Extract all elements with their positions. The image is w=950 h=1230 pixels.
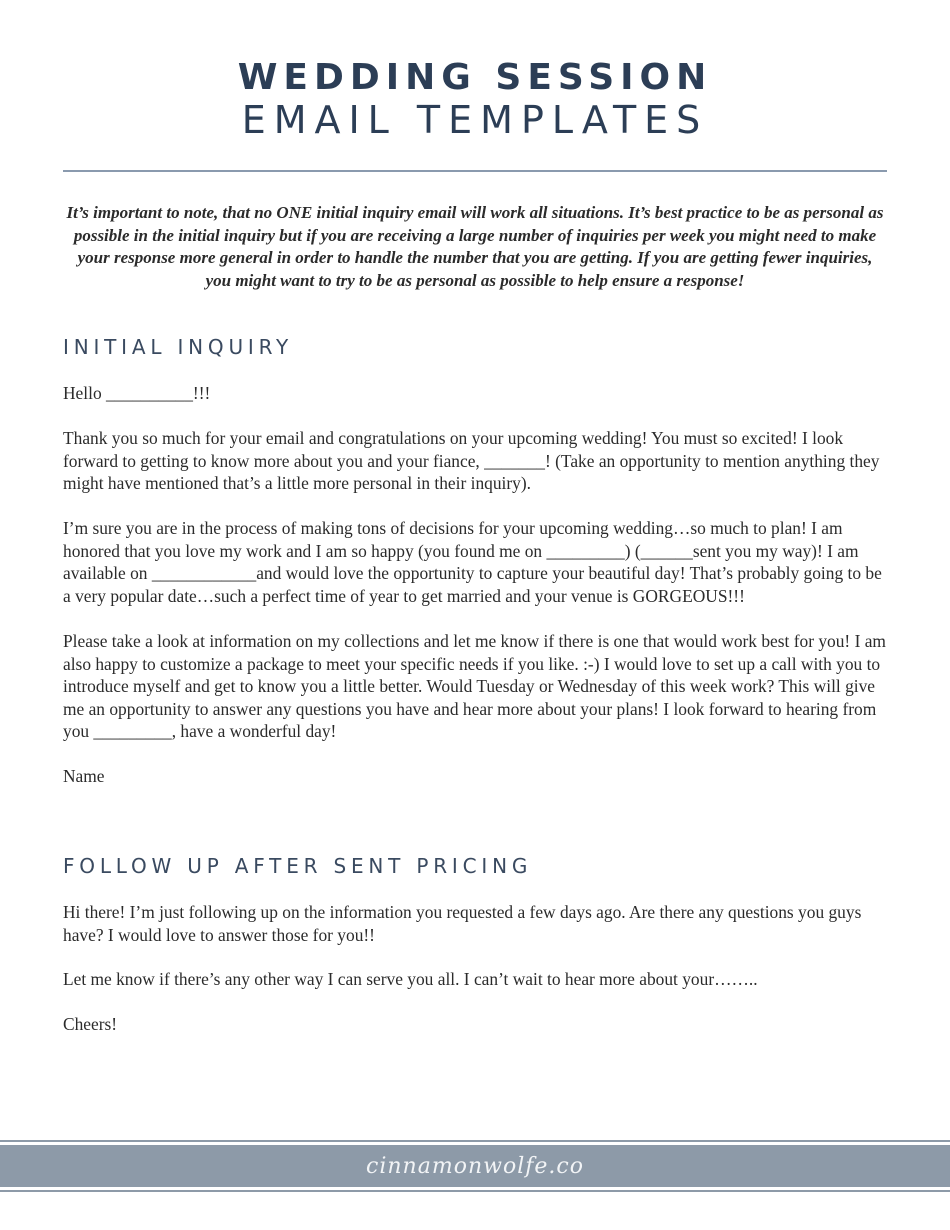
footer-rule-bottom [0, 1190, 950, 1192]
serve-paragraph: Let me know if there’s any other way I can serve you all. I can’t wait to hear more about your…….. [63, 969, 758, 989]
section-heading-follow-up: FOLLOW UP AFTER SENT PRICING [63, 854, 533, 878]
signature-name: Name [63, 766, 105, 786]
sign-off: Cheers! [63, 1014, 118, 1034]
document-title: WEDDING SESSION [237, 57, 713, 98]
intro-note: It’s important to note, that no ONE initial inquiry email will work all situations. It’s best practice to be as personal as possible in the initial inquiry but if you are receiving a large number of inquiries per week you might need to make your response more general in order to handle the number that you are getting. If you are getting fewer inquiries, you might want to try to be as personal as possible to help ensure a response! [66, 203, 884, 290]
document-subtitle: EMAIL TEMPLATES [241, 98, 709, 142]
greeting-paragraph: Hello __________!!! [63, 383, 211, 403]
title-divider [63, 170, 887, 172]
thank-you-paragraph: Thank you so much for your email and congratulations on your upcoming wedding! You must so excited! I look forward to getting to know more about you and your fiance, _______! (Take an opportunity to mention anything they might have mentioned that’s a little more personal in their inquiry). [63, 428, 880, 493]
footer-band [0, 1145, 950, 1187]
availability-paragraph: I’m sure you are in the process of making tons of decisions for your upcoming wedding…so much to plan! I am honored that you love my work and I am so happy (you found me on _________) (______sent you my way)! I am available on ____________and would love the opportunity to capture your beautiful day! That’s probably going to be a very popular date…such a perfect time of year to get married and your venue is GORGEOUS!!! [63, 518, 882, 606]
footer-brand-logo: cinnamonwolfe.co [366, 1153, 584, 1179]
collections-paragraph: Please take a look at information on my collections and let me know if there is one that would work best for you! I am also happy to customize a package to meet your specific needs if you like. :-) I would love to set up a call with you to introduce myself and get to know you a little better. Would Tuesday or Wednesday of this week work? This will give me an opportunity to answer any questions you have and hear more about your plans! I look forward to hearing from you _________, have a wonderful day! [63, 631, 886, 741]
footer-rule-top [0, 1140, 950, 1142]
section-heading-initial-inquiry: INITIAL INQUIRY [63, 335, 294, 359]
follow-up-paragraph: Hi there! I’m just following up on the information you requested a few days ago. Are there any questions you guys have? I would love to answer those for you!! [63, 902, 862, 945]
